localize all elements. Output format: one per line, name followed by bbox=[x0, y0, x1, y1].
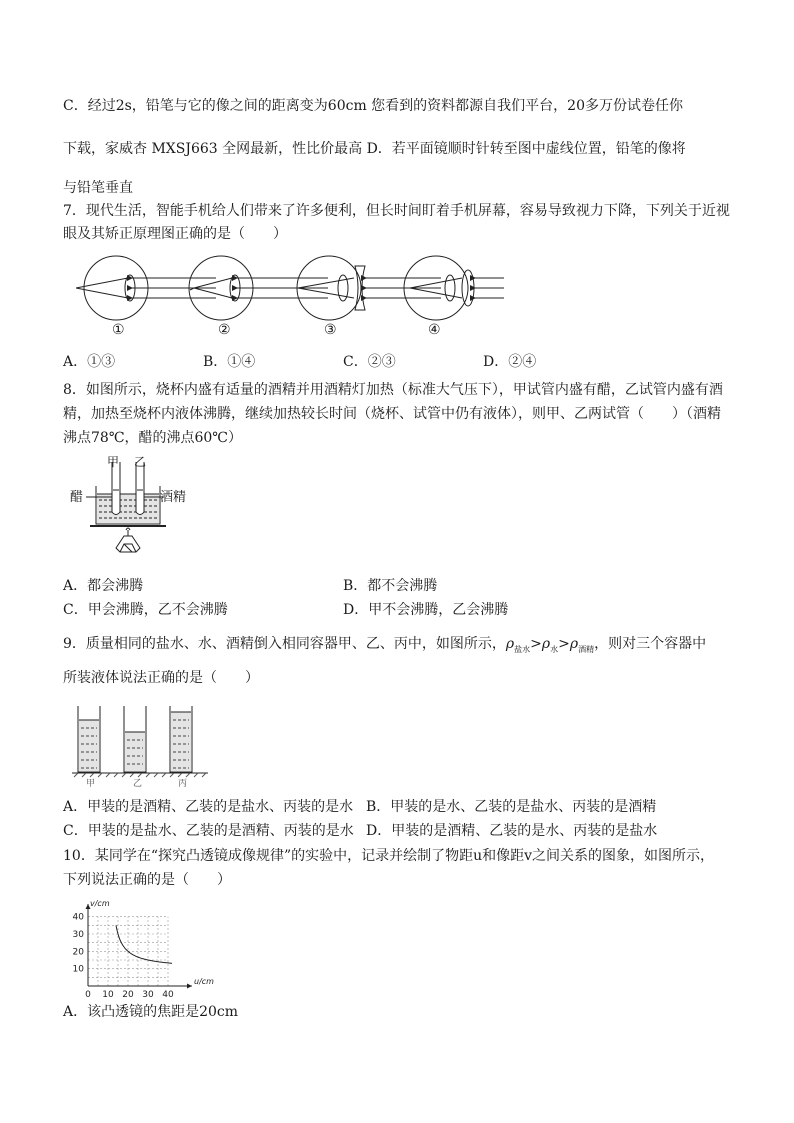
q7-option-d[interactable]: D．②④ bbox=[483, 354, 537, 370]
q7-option-c[interactable]: C．②③ bbox=[343, 354, 396, 370]
x-tick-label: 40 bbox=[162, 990, 174, 1000]
q7-stem-line1: 7．现代生活，智能手机给人们带来了许多便利，但长时间盯着手机屏幕，容易导致视力下降，下列关于近视 bbox=[63, 203, 730, 219]
q8-fig-label-vinegar: 醋 bbox=[70, 490, 84, 505]
q9-stem-line1 bbox=[63, 634, 706, 660]
q8-option-d[interactable]: D．甲不会沸腾，乙会沸腾 bbox=[343, 602, 509, 618]
x-axis-label: u/cm bbox=[194, 977, 214, 986]
q7-fig-label-1: ① bbox=[112, 322, 125, 338]
q7-option-b[interactable]: B．①④ bbox=[203, 354, 256, 370]
q7-fig-label-2: ② bbox=[218, 322, 231, 338]
rho-sub-alcohol: 酒精 bbox=[578, 644, 595, 654]
q8-fig-label-jia: 甲 bbox=[107, 455, 120, 469]
q9-option-a[interactable]: A．甲装的是酒精、乙装的是盐水、丙装的是水 bbox=[63, 799, 354, 815]
q9-option-b[interactable]: B．甲装的是水、乙装的是盐水、丙装的是酒精 bbox=[366, 799, 657, 815]
y-tick-label: 40 bbox=[72, 912, 84, 923]
x-tick-label: 20 bbox=[122, 990, 134, 1000]
x-axis-arrow bbox=[187, 984, 192, 989]
gt-sign: > bbox=[530, 636, 542, 652]
q9-fig-label-yi: 乙 bbox=[133, 779, 143, 789]
q10-option-a[interactable]: A．该凸透镜的焦距是20cm bbox=[63, 1004, 239, 1020]
q6-option-c-line: C．经过2s，铅笔与它的像之间的距离变为60cm 您看到的资料都源自我们平台，20多万份试卷任你 bbox=[63, 98, 683, 114]
q8-option-c[interactable]: C．甲会沸腾，乙不会沸腾 bbox=[63, 602, 228, 618]
gt-sign: > bbox=[558, 636, 570, 652]
q9-stem-line2: 所装液体说法正确的是（ ） bbox=[63, 670, 259, 686]
q9-option-c[interactable]: C．甲装的是盐水、乙装的是酒精、丙装的是水 bbox=[63, 823, 354, 839]
q8-beaker-diagram bbox=[68, 456, 198, 564]
y-axis-label: v/cm bbox=[90, 899, 110, 908]
q8-stem-line3: 沸点78℃，醋的沸点60℃） bbox=[63, 430, 242, 446]
q10-uv-chart bbox=[60, 899, 214, 1000]
y-tick-label: 20 bbox=[72, 947, 84, 958]
q9-containers-diagram bbox=[72, 702, 212, 782]
x-tick-label: 0 bbox=[85, 990, 91, 1000]
rho-sub-salt: 盐水 bbox=[514, 644, 531, 654]
rho-symbol: ρ bbox=[541, 636, 551, 652]
q9-stem-text: 9．质量相同的盐水、水、酒精倒入相同容器甲、乙、丙中，如图所示， bbox=[63, 636, 506, 652]
q8-option-a[interactable]: A．都会沸腾 bbox=[63, 578, 144, 594]
q6-option-d-line: 下载，家威杏 MXSJ663 全网最新，性比价最高 D．若平面镜顺时针转至图中虚线位置，铅笔的像将 bbox=[63, 141, 686, 157]
q9-fig-label-jia: 甲 bbox=[86, 779, 96, 789]
x-tick-label: 10 bbox=[102, 990, 114, 1000]
q8-stem-line2: 精，加热至烧杯内液体沸腾，继续加热较长时间（烧杯、试管中仍有液体），则甲、乙两试管（ ）（酒精 bbox=[63, 406, 721, 422]
q8-option-b[interactable]: B．都不会沸腾 bbox=[343, 578, 438, 594]
q7-fig-label-4: ④ bbox=[428, 322, 441, 338]
rho-symbol: ρ bbox=[505, 636, 515, 652]
q8-stem-line1: 8．如图所示，烧杯内盛有适量的酒精并用酒精灯加热（标准大气压下），甲试管内盛有醋，乙试管内盛有酒 bbox=[63, 382, 723, 398]
x-tick-label: 30 bbox=[142, 990, 154, 1000]
q9-option-d[interactable]: D．甲装的是酒精、乙装的是水、丙装的是盐水 bbox=[366, 823, 658, 839]
data-curve bbox=[116, 925, 172, 963]
q9-stem-tail: ，则对三个容器中 bbox=[594, 636, 707, 652]
q7-fig-label-3: ③ bbox=[324, 322, 337, 338]
q10-stem-line1: 10．某同学在“探究凸透镜成像规律”的实验中，记录并绘制了物距u和像距v之间关系的图象，如图所示， bbox=[63, 848, 715, 864]
q6-option-d-continuation: 与铅笔垂直 bbox=[63, 180, 133, 196]
rho-symbol: ρ bbox=[569, 636, 579, 652]
y-tick-label: 10 bbox=[72, 964, 84, 975]
q8-fig-label-yi: 乙 bbox=[134, 455, 147, 469]
q7-option-a[interactable]: A．①③ bbox=[63, 354, 116, 370]
q8-fig-label-alcohol: 酒精 bbox=[160, 490, 187, 505]
y-tick-label: 30 bbox=[72, 930, 84, 940]
rho-sub-water: 水 bbox=[550, 644, 559, 654]
q9-fig-label-bing: 丙 bbox=[178, 779, 188, 789]
q10-stem-line2: 下列说法正确的是（ ） bbox=[63, 872, 231, 888]
q7-stem-line2: 眼及其矫正原理图正确的是（ ） bbox=[63, 226, 287, 242]
